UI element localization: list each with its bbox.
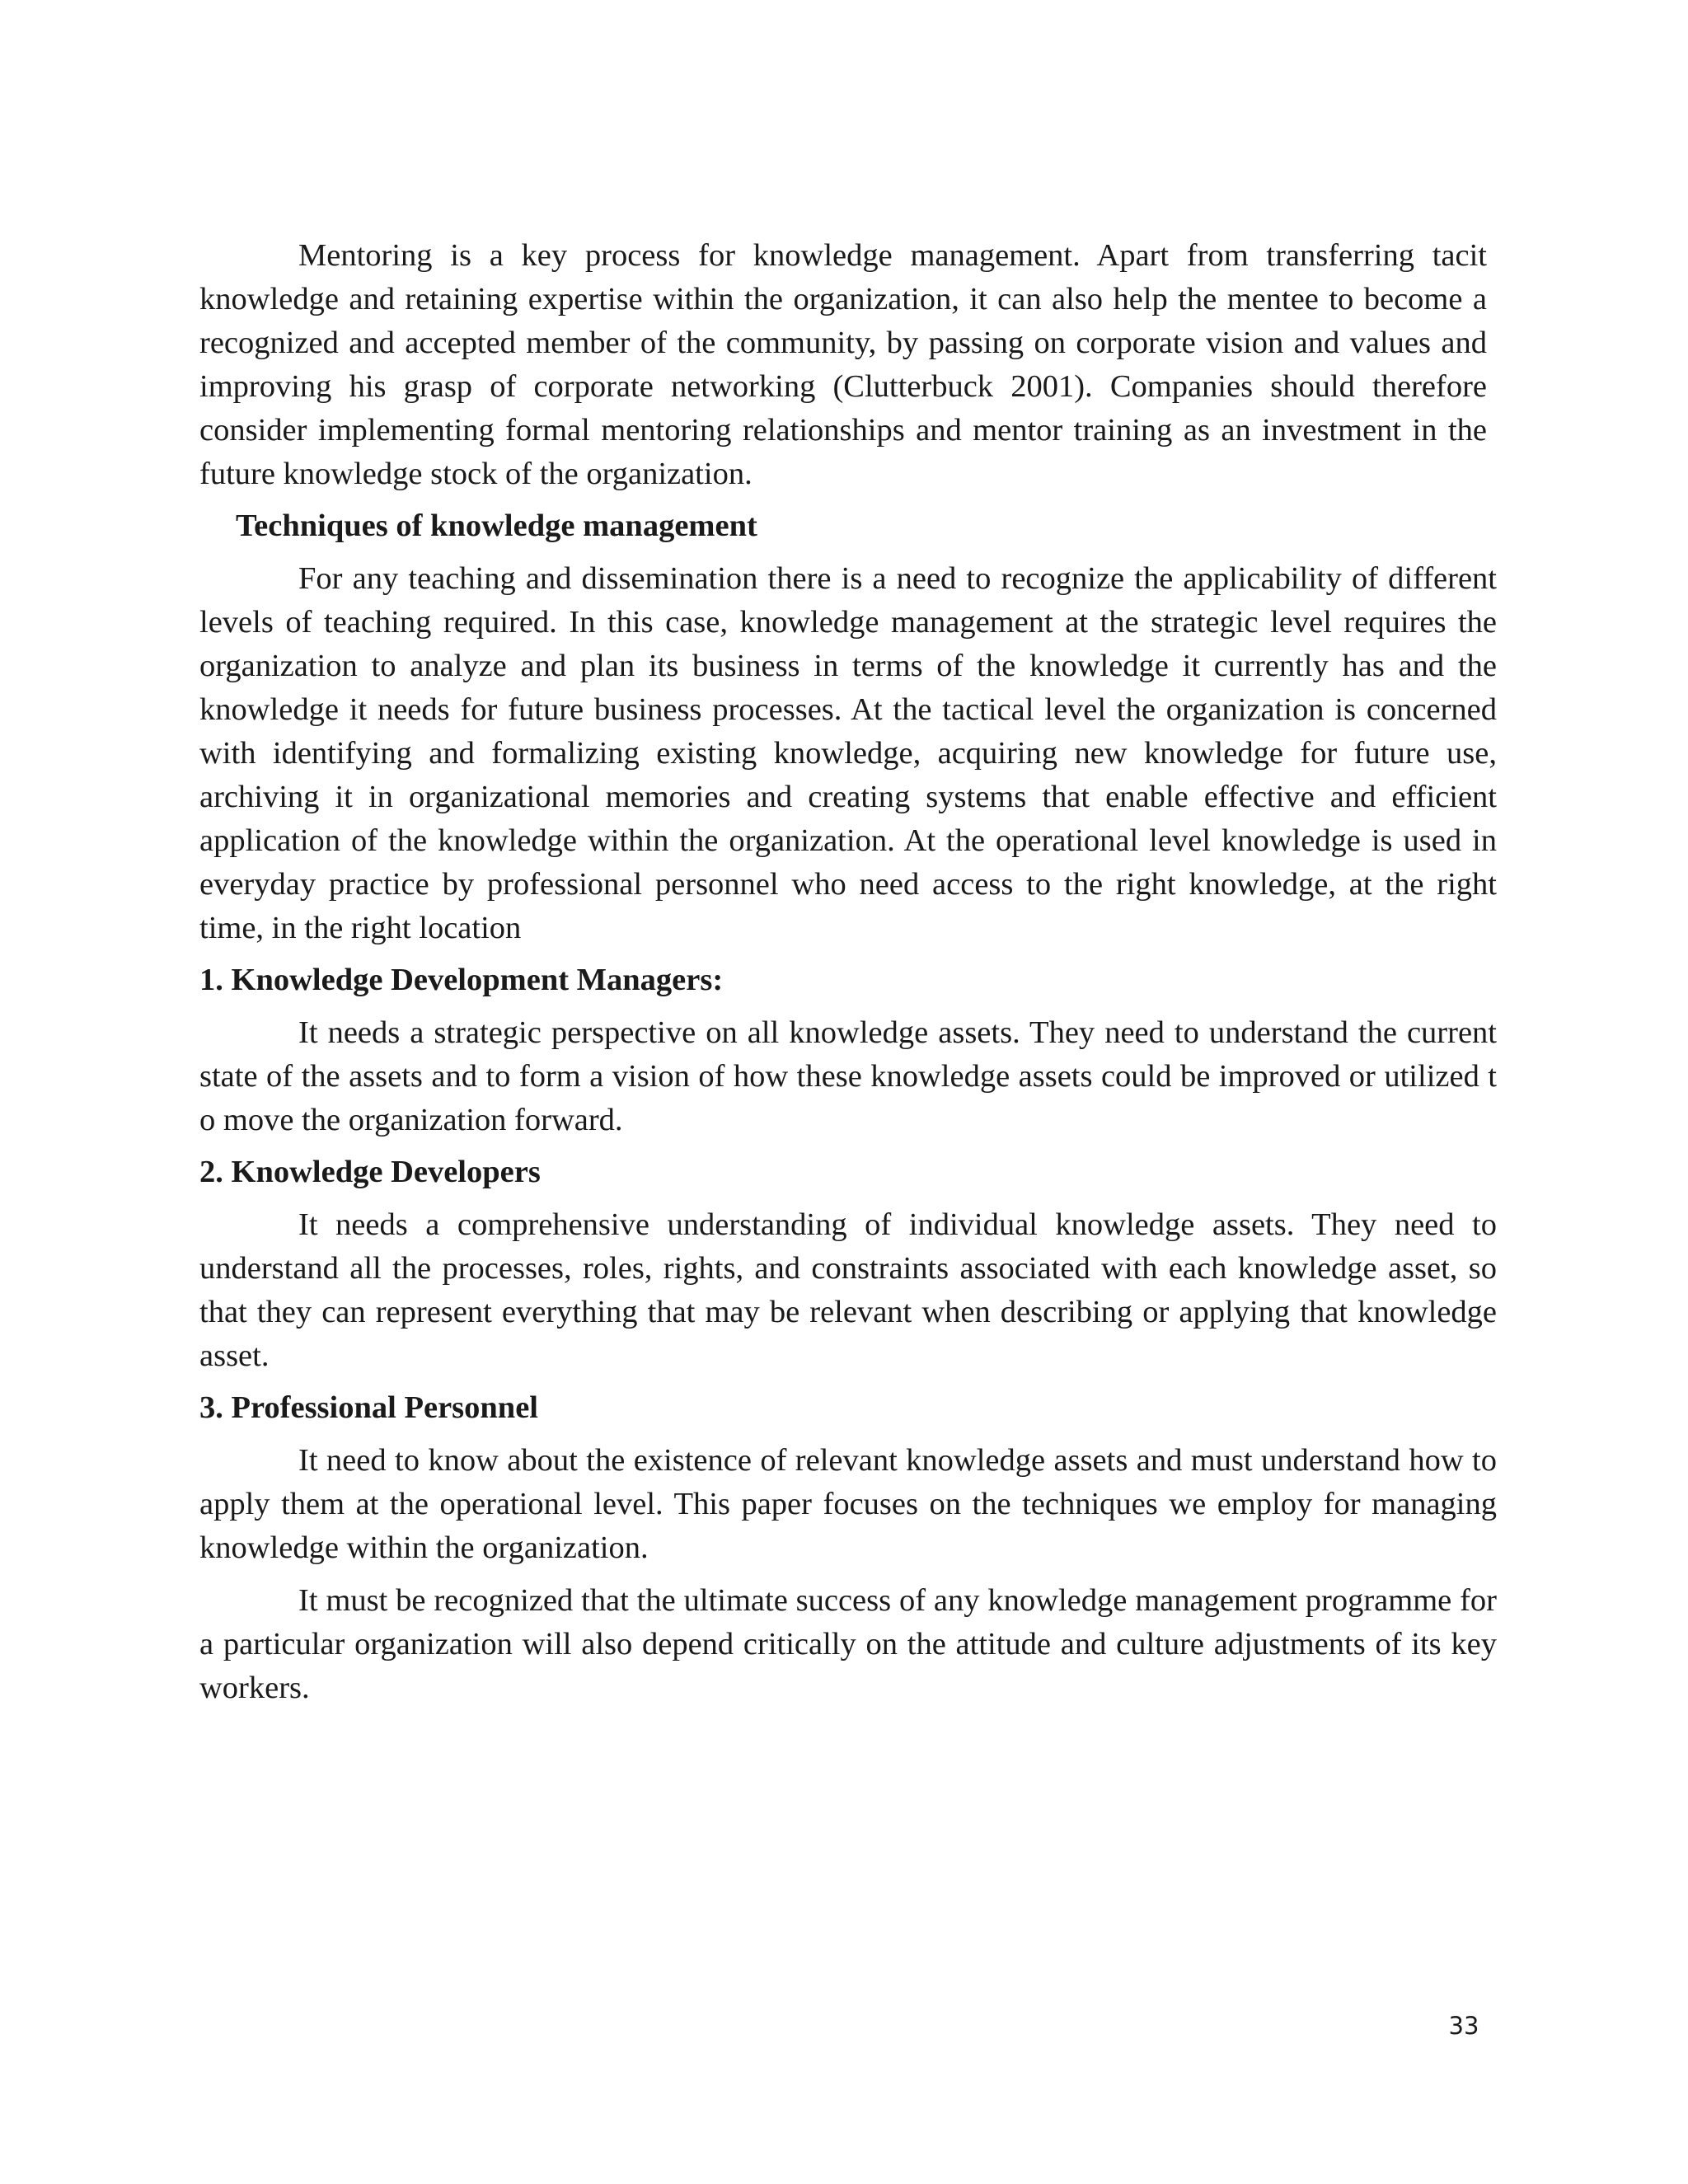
paragraph-personnel: It need to know about the existence of relevant knowledge assets and must understand how to apply them at the operational level. This paper focuses on the techniques we employ for managing knowledge within the organization. xyxy=(199,1443,1497,1565)
heading-professional-personnel: 3. Professional Personnel xyxy=(199,1390,538,1425)
heading-techniques: Techniques of knowledge management xyxy=(236,509,757,543)
paragraph-mentoring: Mentoring is a key process for knowledge management. Apart from transferring tacit knowledge and retaining expertise within the organization, it can also help the mentee to become a recognized and accepted member of the community, by passing on corporate vision and values and improving his grasp of corporate networking (Clutterbuck 2001). Companies should therefore consider implementing formal mentoring relationships and mentor training as an investment in the future knowledge stock of the organization. xyxy=(199,238,1487,491)
heading-knowledge-development-managers: 1. Knowledge Development Managers: xyxy=(199,963,724,997)
heading-knowledge-developers: 2. Knowledge Developers xyxy=(199,1155,541,1189)
paragraph-techniques: For any teaching and dissemination there is a need to recognize the applicability of different levels of teaching required. In this case, knowledge management at the strategic level requires the organization to analyze and plan its business in terms of the knowledge it currently has and the knowledge it needs for future business processes. At the tactical level the organization is concerned with identifying and formalizing existing knowledge, acquiring new knowledge for future use, archiving it in organizational memories and creating systems that enable effective and efficient application of the knowledge within the organization. At the operational level knowledge is used in everyday practice by professional personnel who need access to the right knowledge, at the right time, in the right location xyxy=(199,561,1497,945)
page-number: 33 xyxy=(1448,2012,1479,2040)
paragraph-developers: It needs a comprehensive understanding of individual knowledge assets. They need to understand all the processes, roles, rights, and constraints associated with each knowledge asset, so that they can represent everything that may be relevant when describing or applying that knowledge asset. xyxy=(199,1207,1497,1373)
page-body xyxy=(199,234,1497,1710)
paragraph-conclusion: It must be recognized that the ultimate success of any knowledge management programme for a particular organization will also depend critically on the attitude and culture adjustments of its key workers. xyxy=(199,1583,1497,1705)
paragraph-managers: It needs a strategic perspective on all knowledge assets. They need to understand the current state of the assets and to form a vision of how these knowledge assets could be improved or utilized t o move the organization forward. xyxy=(199,1015,1497,1137)
